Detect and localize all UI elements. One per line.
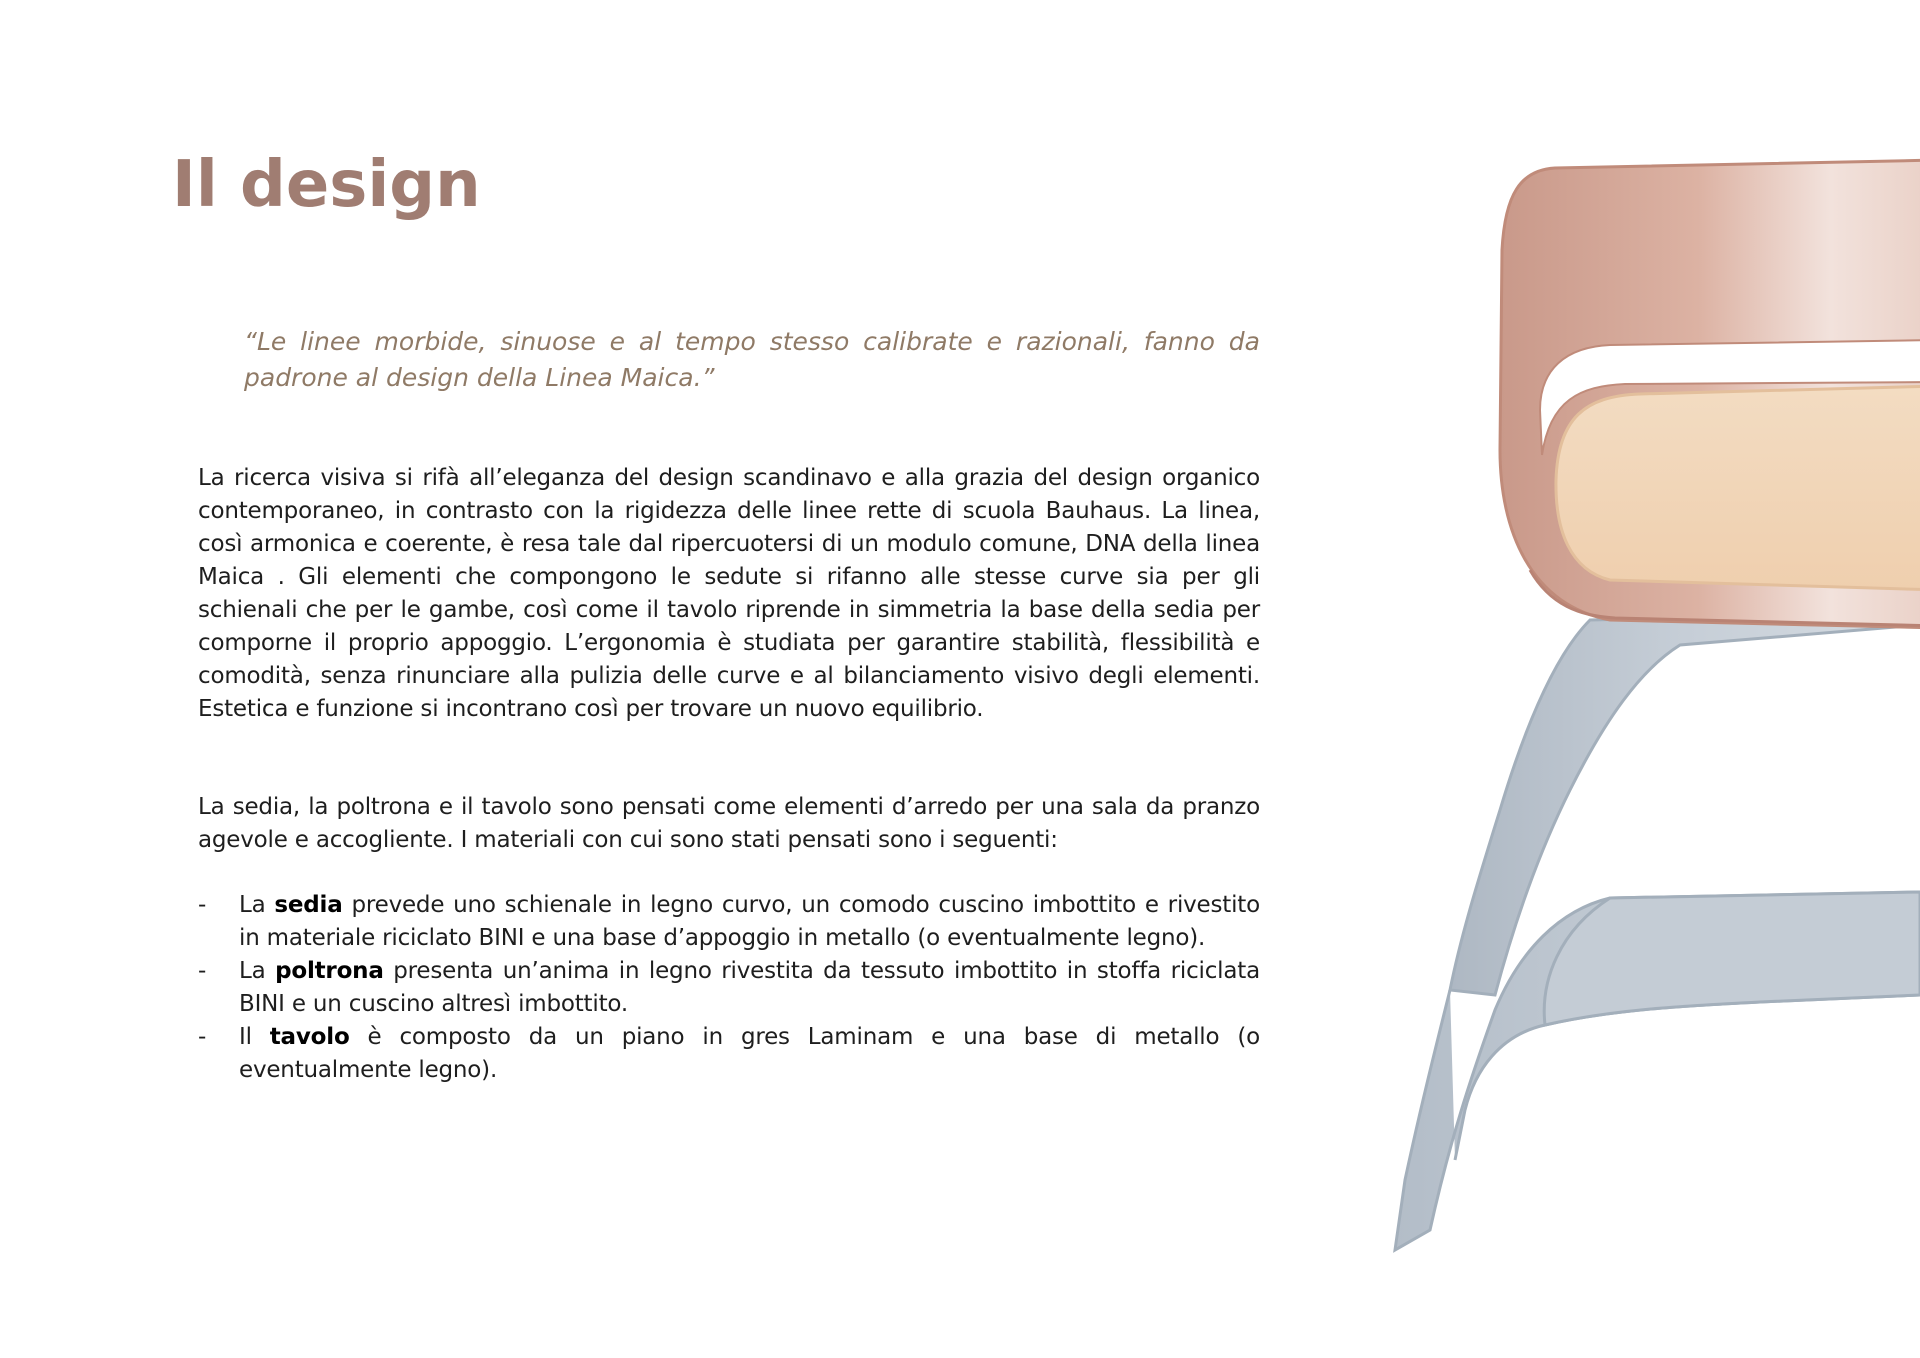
list-item-name: tavolo <box>269 1024 350 1050</box>
list-item-prefix: Il <box>239 1024 252 1050</box>
list-item-name: sedia <box>274 892 343 918</box>
body-paragraph-research: La ricerca visiva si rifà all’eleganza del design scandinavo e alla grazia del design organico contemporaneo, in contrasto con la rigidezza delle linee rette di scuola Bauhaus. La linea, così armonica e coerente, è resa tale dal ripercuotersi di un modulo comune, DNA della linea Maica . Gli elementi che compongono le sedute si rifanno alle stesse curve sia per gli schienali che per le gambe, così come il tavolo riprende in simmetria la base della sedia per comporne il proprio appoggio. L’ergonomia è studiata per garantire stabilità, flessibilità e comodità, senza rinunciare alla pulizia delle curve e al bilanciamento visivo degli elementi. Estetica e funzione si incontrano così per trovare un nuovo equilibrio. <box>198 465 1260 722</box>
chair-cushion <box>1556 386 1920 590</box>
materials-list <box>198 889 1260 1087</box>
list-item-name: poltrona <box>275 958 384 984</box>
list-item-prefix: La <box>239 892 266 918</box>
list-bullet: - <box>198 1024 207 1050</box>
page-title: Il design <box>172 148 481 222</box>
list-item-prefix: La <box>239 958 266 984</box>
list-item <box>198 889 1260 955</box>
chair-base-lower <box>1544 892 1920 1025</box>
chair-illustration <box>1380 150 1920 1330</box>
design-quote: “Le linee morbide, sinuose e al tempo stesso calibrate e razionali, fanno da padrone al design della Linea Maica.” <box>244 327 1260 392</box>
list-bullet: - <box>198 892 207 918</box>
list-bullet: - <box>198 958 207 984</box>
list-item <box>198 955 1260 1021</box>
list-item-text: è composto da un piano in gres Laminam e una base di metallo (o eventualmente legno). <box>239 1024 1260 1083</box>
list-item <box>198 1021 1260 1087</box>
body-paragraph-materials-intro: La sedia, la poltrona e il tavolo sono pensati come elementi d’arredo per una sala da pranzo agevole e accogliente. I materiali con cui sono stati pensati sono i seguenti: <box>198 794 1260 853</box>
list-item-text: presenta un’anima in legno rivestita da tessuto imbottito in stoffa riciclata BINI e un cuscino altresì imbottito. <box>239 958 1260 1017</box>
list-item-text: prevede uno schienale in legno curvo, un comodo cuscino imbottito e rivestito in materiale riciclato BINI e una base d’appoggio in metallo (o eventualmente legno). <box>239 892 1260 951</box>
